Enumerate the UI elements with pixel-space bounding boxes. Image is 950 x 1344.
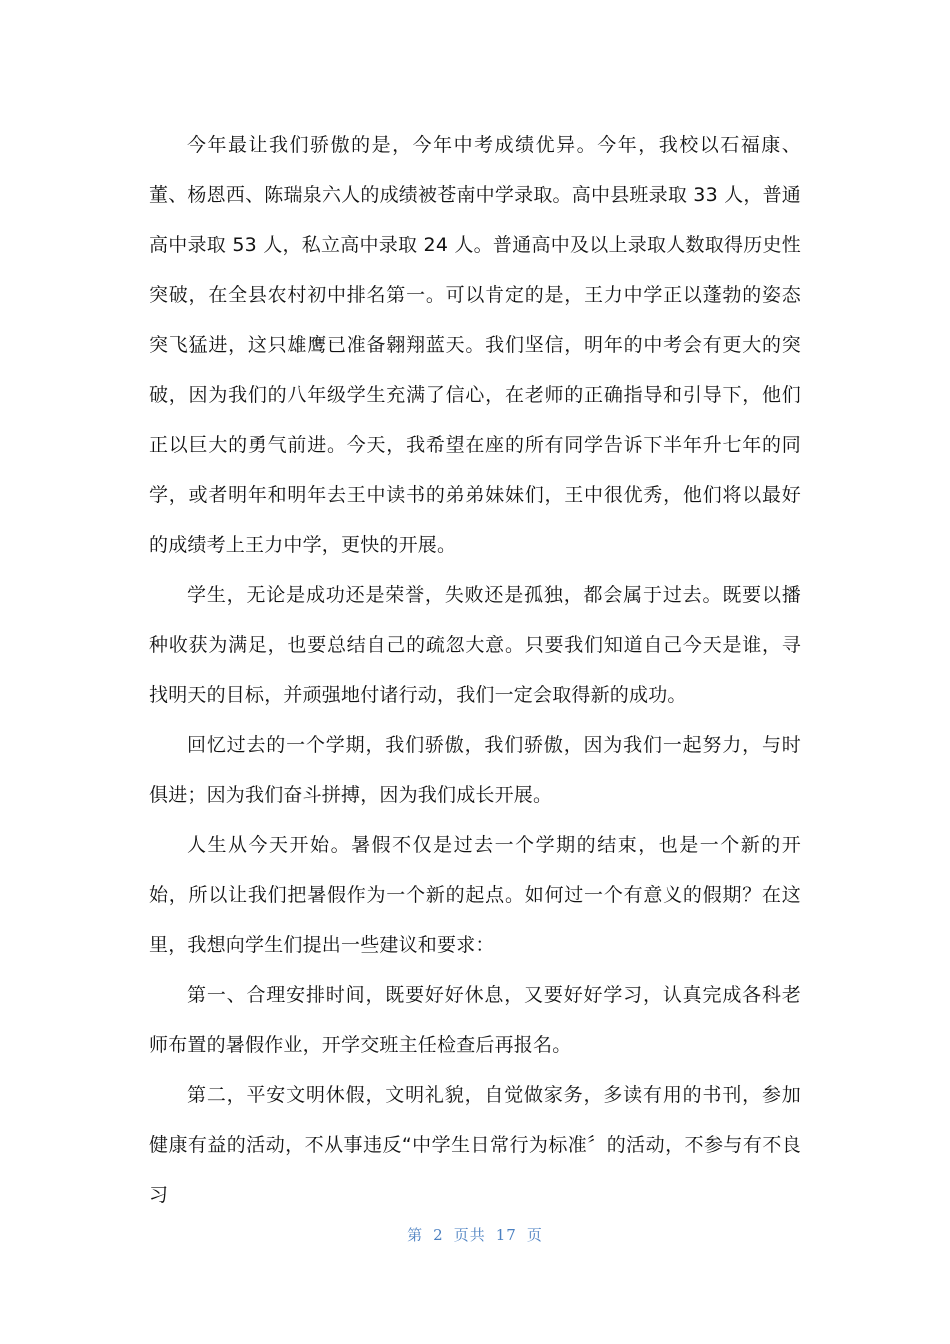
page-footer: [0, 1224, 950, 1245]
paragraph-summer-start: 人生从今天开始。暑假不仅是过去一个学期的结束，也是一个新的开始，所以让我们把暑假作为一个新的起点。如何过一个有意义的假期？在这里，我想向学生们提出一些建议和要求：: [149, 834, 801, 956]
footer-total-suffix: 页: [526, 1226, 543, 1244]
paragraph-exam-results: 今年最让我们骄傲的是，今年中考成绩优异。今年，我校以石福康、董、杨恩西、陈瑞泉六人的成绩被苍南中学录取。高中县班录取 33 人，普通高中录取 53 人，私立高中录取 24 人。普通高中及以上录取人数取得历史性突破，在全县农村初中排名第一。可以肯定的是，王力中学正以蓬勃的姿态突飞猛进，这只雄鹰已准备翱翔蓝天。我们坚信，明年的中考会有更大的突破，因为我们的八年级学生充满了信心，在老师的正确指导和引导下，他们正以巨大的勇气前进。今天，我希望在座的所有同学告诉下半年升七年的同学，或者明年和明年去王中读书的弟弟妹妹们，王中很优秀，他们将以最好的成绩考上王力中学，更快的开展。: [149, 134, 801, 556]
footer-page-suffix: 页共: [453, 1226, 486, 1244]
paragraph-first-advice: 第一、合理安排时间，既要好好休息，又要好好学习，认真完成各科老师布置的暑假作业，开学交班主任检查后再报名。: [149, 984, 801, 1056]
footer-page-word: 第: [407, 1226, 424, 1244]
paragraph-second-advice: 第二，平安文明休假，文明礼貌，自觉做家务，多读有用的书刊，参加健康有益的活动，不从事违反“中学生日常行为标准〞的活动，不参与有不良习: [149, 1084, 801, 1206]
document-body: [149, 120, 801, 1220]
paragraph-recall-semester: 回忆过去的一个学期，我们骄傲，我们骄傲，因为我们一起努力，与时俱进；因为我们奋斗拼搏，因为我们成长开展。: [149, 734, 801, 806]
footer-page-number: 2: [433, 1226, 444, 1244]
footer-total-pages: 17: [495, 1226, 517, 1244]
paragraph-success-honor: 学生，无论是成功还是荣誉，失败还是孤独，都会属于过去。既要以播种收获为满足，也要总结自己的疏忽大意。只要我们知道自己今天是谁，寻找明天的目标，并顽强地付诸行动，我们一定会取得新的成功。: [149, 584, 801, 706]
